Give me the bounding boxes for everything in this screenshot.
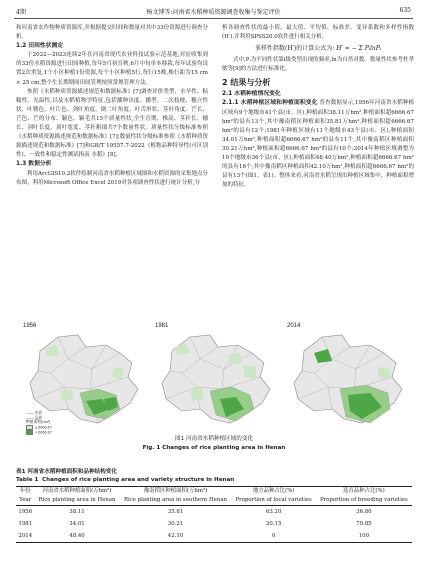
paragraph xyxy=(222,99,414,190)
formula-expression: H′ = − Σ PᵢlnPᵢ xyxy=(336,45,382,53)
table-cell: 48.40 xyxy=(35,530,120,543)
table-header-cell: 豫南稻区种植面积(万hm²) xyxy=(119,487,231,497)
table-cell: 30.21 xyxy=(167,521,184,527)
table-row xyxy=(16,518,412,530)
table-cell: 20.15 xyxy=(265,521,282,527)
table-header-cell: 河南省水稻种植面积(万hm²) xyxy=(35,487,120,497)
table-1 xyxy=(16,486,412,543)
running-header xyxy=(14,6,413,19)
table-cell: 1981 xyxy=(18,521,33,527)
table-caption-cn: 表1 河南省水稻种植面积和品种结构变化 xyxy=(16,469,117,475)
table-cell: 100 xyxy=(316,530,412,543)
paragraph-text: 普查数据显示,1956年河南省水稻种植区域有9个地级市41个县(市、区),种植面积38.11万hm²,种植面积超6666.67 hm²的县有13个,其中豫南稻区种植面积35.81万hm²,种植面积超6666.67 hm²的县有12个;1981年种植区域有11个地级市43个县(市、区),种植面积34.01万hm²,种植面积超6666.67 hm²的县有11个,其中豫南稻区种植面积30.21万hm²,种植面积超6666.67 hm²的县有10个;2014年种植区域调整为10个地级市36个县(市、区),种植面积48.40万hm²,种植面积超6666.67 hm²的县有16个,其中豫南稻区种植面积42.10万hm²,种植面积超6666.67 hm²的县有13个(图1、表1)。整体来看,河南省水稻呈现出种植区域集中、种植面积增加的特征。 xyxy=(222,100,414,189)
diversity-formula xyxy=(222,42,414,56)
table-cell: 63.20 xyxy=(265,509,282,515)
table-header-row-en xyxy=(16,496,412,506)
legend-item-county-border: —— 县界 xyxy=(26,415,43,420)
figure-caption-en: Fig. 1 Changes of rice planting area in Henan xyxy=(142,445,286,451)
figure-1 xyxy=(16,323,412,465)
paragraph: 式中,Pᵢ为不同性状第i级类型出现的频率,ln为自然对数。数量性状参考杜孝敏等[9]的方法进行标准化。 xyxy=(222,57,414,73)
table-header-cell: Proportion of local varieties xyxy=(232,496,316,506)
legend-item-city-border: —— 市界 xyxy=(26,411,43,415)
table-header-cell: Rice planting area in southern Henan xyxy=(119,496,231,506)
table-header-row-cn xyxy=(16,487,412,497)
map-2014 xyxy=(284,323,410,431)
legend-item-low: ≤ 6666.67 xyxy=(26,425,52,430)
section-heading-1-2: 1.2 田间性状测定 xyxy=(16,43,64,50)
table-header-cell: Rice planting area in Henan xyxy=(35,496,120,506)
map-legend xyxy=(26,411,52,435)
henan-map-1981 xyxy=(152,329,278,429)
table-header-cell: 年份 xyxy=(16,487,35,497)
table-header-cell: 地方品种占比(%) xyxy=(232,487,316,497)
section-heading-1-3: 1.3 数据分析 xyxy=(16,161,52,168)
table-cell: 38.11 xyxy=(69,509,85,515)
henan-map-2014 xyxy=(284,329,410,429)
table-row xyxy=(16,506,412,519)
paragraph: 析各调查性状的最小值、最大值、平均值、标准差、变异系数和多样性指数(H′),并利用SPSS20.0软件进行相关分析。 xyxy=(222,25,414,41)
paragraph: 和河南省农作物种质资源库,并根据提交时间和数量对其中33份资源进行调查分析。 xyxy=(16,25,208,41)
issue-number: 4期 xyxy=(16,9,26,16)
section-heading-2-1-1: 2.1.1 水稻种植区域和种植面积变化 xyxy=(222,100,318,107)
map-1981 xyxy=(152,323,278,431)
paragraph: 利用ArcGIS10.2软件绘制河南省水稻种植区域图和水稻资源的采集地点分布图。利用Microsoft Office Excel 2019对各项调查性状进行统计分析,分 xyxy=(16,170,208,186)
figure-caption-cn: 图1 河南省水稻种植区域的变化 xyxy=(174,436,254,442)
formula-prefix: 多样性指数(H′)的计算公式为: xyxy=(254,45,335,53)
table-caption-en: Table 1 Changes of rice planting area and variety structure in Henan xyxy=(16,477,235,483)
table-cell: 36.80 xyxy=(356,509,372,515)
map-1956 xyxy=(20,323,146,435)
table-cell: 35.81 xyxy=(167,509,184,515)
table-cell: 42.10 xyxy=(119,530,231,543)
paragraph: 参照《水稻种质资源描述规范和数据标准》[7]调查评价类型、水旱性、粘糯性、光温性,以及水稻植物学特征,包括播种出度、播型、二次枝梗、穗立性状、叶鞘色、叶片色、剑叶角度、倒二叶角度、叶舌形状、茎秆角度、芒长、芒色、芒的分布、颖色、颖毛共15个质量性状,全生育期、株高、茎秆长、穗长、剑叶长度、剑叶宽度、茎秆粗细共7个数量性状。质量性状分级标准参照《水稻种质资源描述规范和数据标准》[7];数量性状分级标准参照《水稻种质资源描述规范和数据标准》[7]和GB/T 19557.7-2022《植物品种特异性(可区别性)、一致性和稳定性测试指南 水稻》[8]。 xyxy=(16,88,208,159)
table-header-cell: Year xyxy=(16,496,35,506)
table-cell: 79.85 xyxy=(356,521,372,527)
section-heading-2-1: 2.1 水稻种植情况变化 xyxy=(222,91,281,98)
right-column xyxy=(222,24,414,190)
table-cell: 34.01 xyxy=(69,521,85,527)
table-row xyxy=(16,530,412,543)
running-title: 杨文博等:河南省水稻种质资源调查收集与鉴定评价 xyxy=(146,9,281,16)
map-year-label: 1981 xyxy=(155,323,169,329)
section-heading-2: 2 结果与分析 xyxy=(222,78,271,88)
table-header-cell: Proportion of breeding varieties xyxy=(316,496,412,506)
table-cell: 0 xyxy=(232,530,316,543)
map-year-label: 2014 xyxy=(287,323,301,329)
map-year-label: 1956 xyxy=(23,323,37,329)
table-cell: 2014 xyxy=(16,530,35,543)
legend-title: 种植面积(hm²) xyxy=(26,420,51,425)
paragraph: 于2022—2023连续2年在河南省现代农业科技试验示范基地,对征收集到的33份水稻资源进行田间种植,每年5月初育秧,6月中旬单本移栽,每年试验均设置2次重复,1个小区种植1份资源,每个小区种植5行,每行15株,株行距为15 cm × 25 cm,整个生长期期间田间管理按照常规管理方法。 xyxy=(16,52,208,86)
legend-item-high: > 6666.67 xyxy=(26,430,52,435)
page-number: 635 xyxy=(399,7,411,14)
table-header-cell: 选育品种占比(%) xyxy=(316,487,412,497)
table-cell: 1956 xyxy=(18,509,33,515)
table-1-area xyxy=(16,468,412,543)
left-column xyxy=(16,24,208,188)
